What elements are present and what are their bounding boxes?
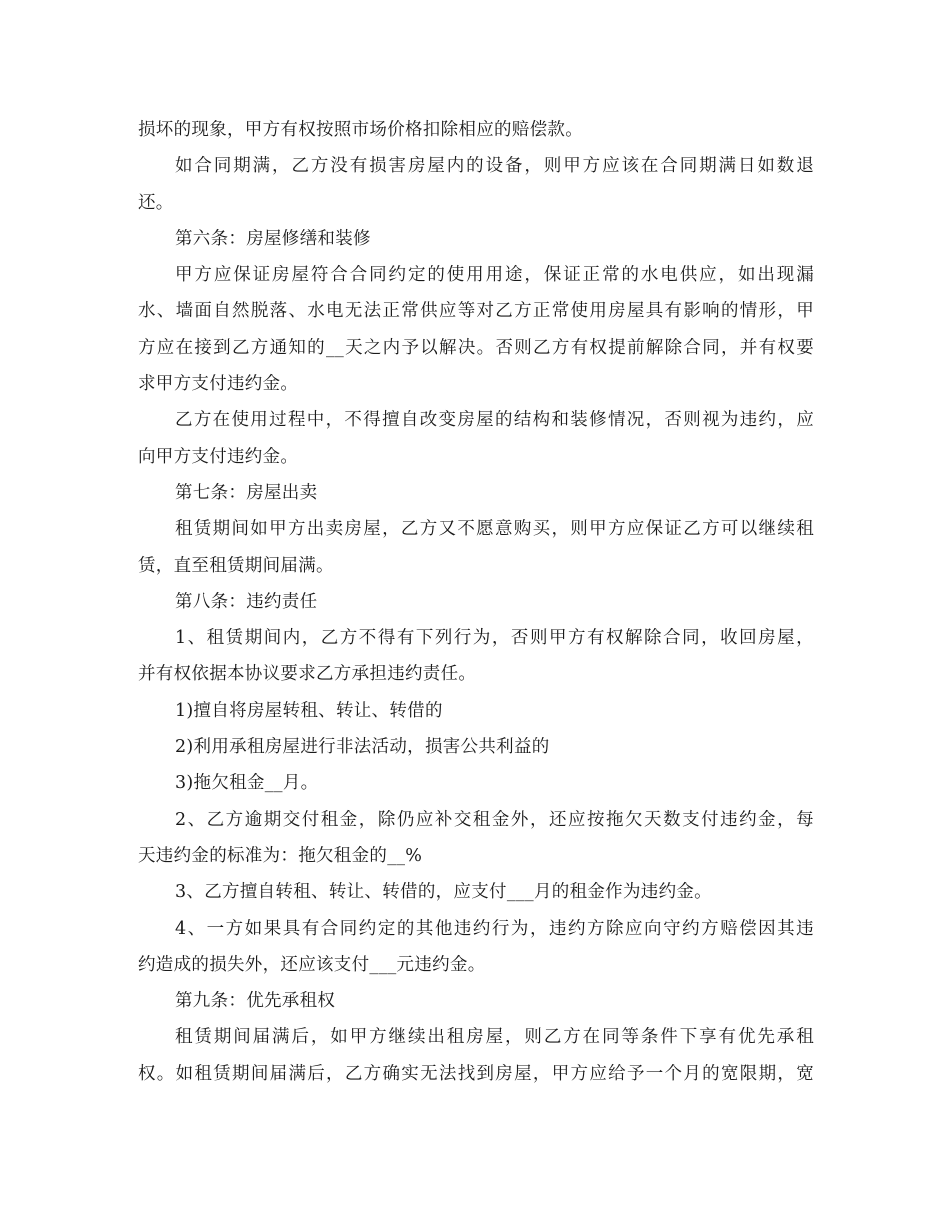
text-line: 损坏的现象，甲方有权按照市场价格扣除相应的赔偿款。	[138, 120, 583, 140]
text-line: 约造成的损失外，还应该支付___元违约金。	[138, 954, 486, 975]
text-line: 4、一方如果具有合同约定的其他违约行为，违约方除应向守约方赔偿因其违	[175, 918, 814, 939]
text-line: 如合同期满，乙方没有损害房屋内的设备，则甲方应该在合同期满日如数退	[175, 156, 814, 177]
text-line: 1、租赁期间内，乙方不得有下列行为，否则甲方有权解除合同，收回房屋，	[175, 628, 814, 649]
text-line: 甲方应保证房屋符合合同约定的使用用途，保证正常的水电供应，如出现漏	[175, 265, 814, 286]
text-line: 3、乙方擅自转租、转让、转借的，应支付___月的租金作为违约金。	[175, 882, 712, 903]
text-line: 向甲方支付违约金。	[138, 446, 299, 467]
text-line: 第九条：优先承租权	[175, 991, 336, 1012]
text-line: 还。	[138, 192, 174, 213]
text-line: 第七条：房屋出卖	[175, 482, 318, 503]
text-line: 方应在接到乙方通知的__天之内予以解决。否则乙方有权提前解除合同，并有权要	[138, 337, 814, 358]
text-line: 1)擅自将房屋转租、转让、转借的	[175, 700, 443, 721]
text-line: 第八条：违约责任	[175, 591, 318, 612]
text-line: 2)利用承租房屋进行非法活动，损害公共利益的	[175, 737, 550, 758]
text-line: 租赁期间如甲方出卖房屋，乙方又不愿意购买，则甲方应保证乙方可以继续租	[175, 519, 814, 540]
text-line: 乙方在使用过程中，不得擅自改变房屋的结构和装修情况，否则视为违约，应	[175, 410, 814, 431]
text-line: 天违约金的标准为：拖欠租金的__%	[138, 845, 423, 866]
text-line: 并有权依据本协议要求乙方承担违约责任。	[138, 664, 477, 685]
text-line: 3)拖欠租金__月。	[175, 773, 319, 794]
text-line: 第六条：房屋修缮和装修	[175, 228, 371, 249]
text-line: 2、乙方逾期交付租金，除仍应补交租金外，还应按拖欠天数支付违约金，每	[175, 809, 814, 830]
text-line: 求甲方支付违约金。	[138, 374, 299, 395]
text-line: 租赁期间届满后，如甲方继续出租房屋，则乙方在同等条件下享有优先承租	[175, 1027, 814, 1048]
text-line: 赁，直至租赁期间届满。	[138, 555, 334, 576]
text-line: 权。如租赁期间届满后，乙方确实无法找到房屋，甲方应给予一个月的宽限期，宽	[138, 1063, 814, 1084]
document-page	[138, 112, 814, 1092]
text-line: 水、墙面自然脱落、水电无法正常供应等对乙方正常使用房屋具有影响的情形，甲	[138, 301, 814, 322]
